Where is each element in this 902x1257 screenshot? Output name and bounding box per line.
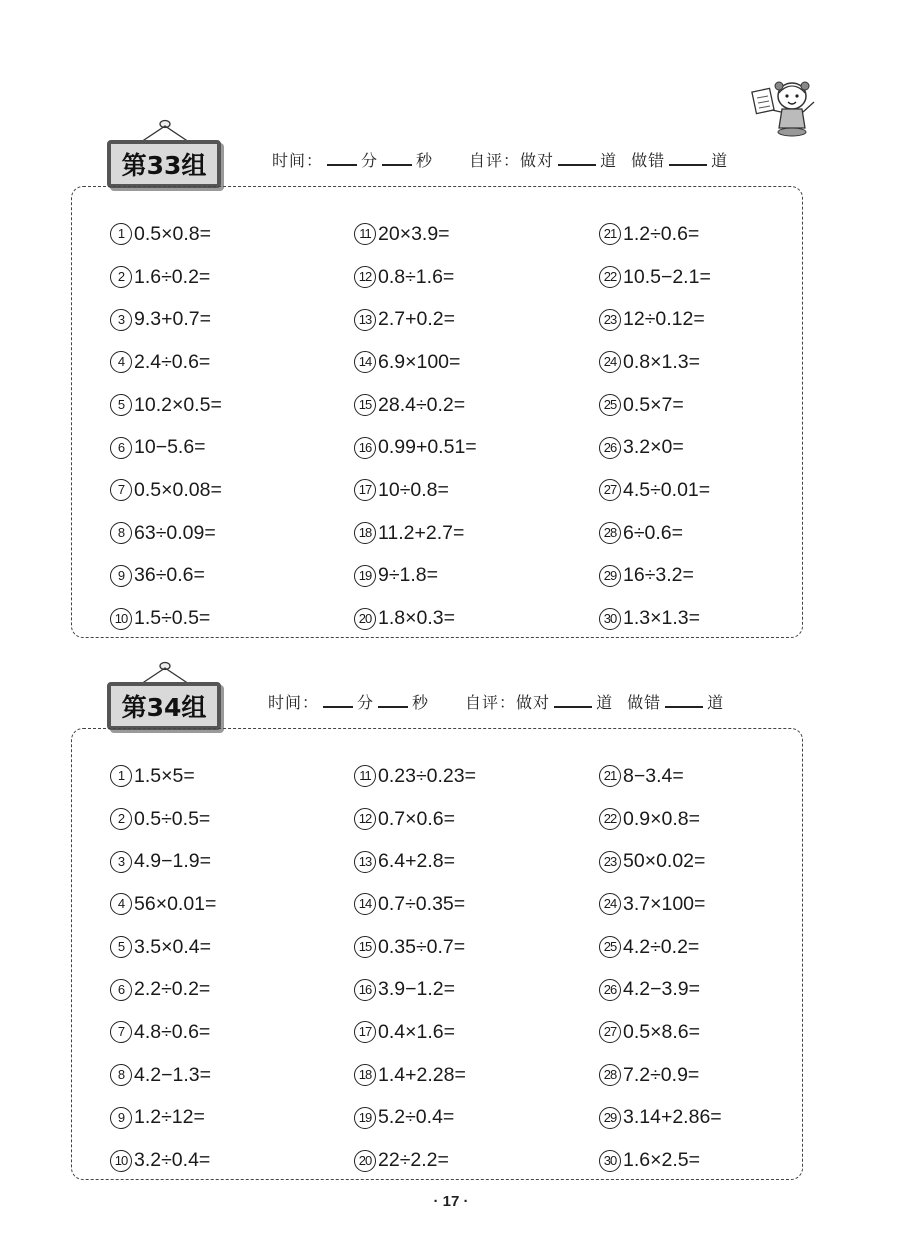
problem-number: 2	[110, 266, 132, 288]
problem-item	[599, 298, 711, 341]
problem-expression: 63÷0.09=	[134, 521, 216, 544]
score-header	[272, 148, 728, 171]
problem-number: 4	[110, 351, 132, 373]
problem-expression: 0.7÷0.35=	[378, 892, 466, 915]
self-eval-correct-label: 自评：做对	[465, 693, 551, 712]
problem-column	[354, 755, 476, 1182]
problem-number: 20	[354, 1150, 376, 1172]
problem-item	[599, 1011, 722, 1054]
problem-expression: 1.4+2.28=	[378, 1063, 466, 1086]
problem-item	[599, 512, 711, 555]
problem-item	[599, 926, 722, 969]
problem-number: 25	[599, 394, 621, 416]
problem-number: 13	[354, 309, 376, 331]
problem-item	[354, 298, 477, 341]
problem-expression: 4.2−3.9=	[623, 978, 700, 1001]
problem-expression: 6.4+2.8=	[378, 850, 455, 873]
problem-expression: 3.7×100=	[623, 892, 706, 915]
problem-item	[110, 555, 222, 598]
problem-number: 14	[354, 893, 376, 915]
problem-item	[354, 256, 477, 299]
problem-item	[599, 883, 722, 926]
problem-number: 6	[110, 979, 132, 1001]
problem-item	[110, 798, 216, 841]
problem-number: 1	[110, 223, 132, 245]
problem-item	[110, 840, 216, 883]
problem-number: 9	[110, 565, 132, 587]
problem-expression: 10.5−2.1=	[623, 265, 711, 288]
problem-expression: 36÷0.6=	[134, 564, 205, 587]
correct-count-blank[interactable]	[554, 690, 592, 708]
problem-expression: 10÷0.8=	[378, 478, 449, 501]
problem-item	[599, 256, 711, 299]
wrong-label: 做错	[627, 693, 662, 712]
problem-expression: 1.6×2.5=	[623, 1149, 700, 1172]
problem-number: 20	[354, 608, 376, 630]
problem-number: 21	[599, 223, 621, 245]
dao-label: 道	[711, 151, 729, 170]
problem-expression: 28.4÷0.2=	[378, 393, 466, 416]
page-number: · 17 ·	[433, 1193, 469, 1210]
problem-expression: 0.9×0.8=	[623, 807, 700, 830]
problem-item	[110, 883, 216, 926]
problem-expression: 22÷2.2=	[378, 1149, 449, 1172]
problem-item	[110, 426, 222, 469]
problem-expression: 3.14+2.86=	[623, 1106, 722, 1129]
problem-item	[110, 597, 222, 640]
problem-expression: 56×0.01=	[134, 892, 217, 915]
problem-expression: 0.5×8.6=	[623, 1020, 700, 1043]
problem-number: 23	[599, 851, 621, 873]
problem-number: 15	[354, 394, 376, 416]
problem-expression: 7.2÷0.9=	[623, 1063, 700, 1086]
problem-number: 13	[354, 851, 376, 873]
problem-number: 18	[354, 522, 376, 544]
problem-expression: 5.2÷0.4=	[378, 1106, 455, 1129]
problem-number: 16	[354, 979, 376, 1001]
wrong-count-blank[interactable]	[669, 148, 707, 166]
problem-number: 24	[599, 893, 621, 915]
problem-number: 23	[599, 309, 621, 331]
problem-expression: 0.5×0.8=	[134, 222, 211, 245]
problem-expression: 16÷3.2=	[623, 564, 694, 587]
problem-expression: 8−3.4=	[623, 764, 684, 787]
problem-item	[354, 1054, 476, 1097]
problem-number: 26	[599, 979, 621, 1001]
problems-box	[71, 728, 803, 1180]
dao-label: 道	[600, 151, 618, 170]
problem-item	[599, 968, 722, 1011]
minute-label: 分	[361, 151, 379, 170]
problem-number: 5	[110, 394, 132, 416]
problem-expression: 0.5×0.08=	[134, 478, 222, 501]
problem-number: 25	[599, 936, 621, 958]
problem-item	[110, 256, 222, 299]
problem-expression: 3.9−1.2=	[378, 978, 455, 1001]
problem-item	[599, 798, 722, 841]
correct-count-blank[interactable]	[558, 148, 596, 166]
problem-expression: 3.2×0=	[623, 436, 684, 459]
problem-item	[354, 213, 477, 256]
problem-number: 22	[599, 808, 621, 830]
problem-expression: 4.2÷0.2=	[623, 935, 700, 958]
problem-number: 7	[110, 479, 132, 501]
problem-expression: 11.2+2.7=	[378, 521, 465, 544]
problem-item	[354, 1139, 476, 1182]
problem-item	[599, 755, 722, 798]
problem-expression: 6.9×100=	[378, 350, 461, 373]
problem-number: 11	[354, 223, 376, 245]
problem-column	[110, 755, 216, 1182]
problem-item	[110, 213, 222, 256]
problem-expression: 3.5×0.4=	[134, 935, 211, 958]
problem-expression: 1.6÷0.2=	[134, 265, 211, 288]
problem-expression: 9÷1.8=	[378, 564, 439, 587]
problem-item	[599, 840, 722, 883]
problem-expression: 1.2÷12=	[134, 1106, 205, 1129]
seconds-blank[interactable]	[378, 690, 408, 708]
problem-item	[354, 341, 477, 384]
problem-number: 4	[110, 893, 132, 915]
problem-expression: 0.35÷0.7=	[378, 935, 466, 958]
problem-item	[354, 469, 477, 512]
problem-number: 29	[599, 1107, 621, 1129]
problem-expression: 10.2×0.5=	[134, 393, 222, 416]
problem-item	[599, 1097, 722, 1140]
problem-number: 27	[599, 479, 621, 501]
problem-expression: 2.2÷0.2=	[134, 978, 211, 1001]
second-label: 秒	[412, 693, 430, 712]
problem-item	[599, 426, 711, 469]
problem-item	[110, 384, 222, 427]
problem-expression: 0.5÷0.5=	[134, 807, 211, 830]
problem-number: 19	[354, 1107, 376, 1129]
problem-item	[354, 755, 476, 798]
problem-expression: 0.7×0.6=	[378, 807, 455, 830]
problem-item	[110, 1097, 216, 1140]
problem-item	[354, 597, 477, 640]
problem-item	[354, 1011, 476, 1054]
problem-expression: 0.8×1.3=	[623, 350, 700, 373]
problem-number: 18	[354, 1064, 376, 1086]
problem-number: 10	[110, 608, 132, 630]
problem-expression: 12÷0.12=	[623, 308, 705, 331]
problem-expression: 1.5×5=	[134, 764, 195, 787]
problem-item	[599, 213, 711, 256]
problem-number: 8	[110, 1064, 132, 1086]
time-label: 时间：	[272, 151, 324, 170]
problem-column	[599, 213, 711, 640]
problem-expression: 10−5.6=	[134, 436, 206, 459]
problem-item	[599, 597, 711, 640]
problem-column	[110, 213, 222, 640]
group-title: 第33组	[107, 140, 221, 188]
problem-number: 5	[110, 936, 132, 958]
problem-item	[110, 469, 222, 512]
problem-item	[110, 512, 222, 555]
minutes-blank[interactable]	[327, 148, 357, 166]
problem-item	[110, 1054, 216, 1097]
problem-item	[354, 840, 476, 883]
problem-column	[599, 755, 722, 1182]
problem-number: 17	[354, 479, 376, 501]
problem-item	[110, 298, 222, 341]
problem-item	[110, 1011, 216, 1054]
problem-expression: 1.3×1.3=	[623, 607, 700, 630]
problem-item	[599, 469, 711, 512]
problem-number: 22	[599, 266, 621, 288]
problem-expression: 2.7+0.2=	[378, 308, 455, 331]
problem-item	[354, 426, 477, 469]
dao-label: 道	[596, 693, 614, 712]
problem-item	[110, 968, 216, 1011]
problem-number: 28	[599, 1064, 621, 1086]
problem-expression: 9.3+0.7=	[134, 308, 211, 331]
second-label: 秒	[416, 151, 434, 170]
wrong-label: 做错	[631, 151, 666, 170]
problem-number: 3	[110, 851, 132, 873]
problem-item	[354, 798, 476, 841]
problem-number: 17	[354, 1021, 376, 1043]
problem-column	[354, 213, 477, 640]
problem-number: 3	[110, 309, 132, 331]
problem-expression: 4.2−1.3=	[134, 1063, 211, 1086]
problem-item	[599, 555, 711, 598]
problem-item	[599, 1054, 722, 1097]
problem-number: 2	[110, 808, 132, 830]
problem-item	[110, 1139, 216, 1182]
problem-expression: 2.4÷0.6=	[134, 350, 211, 373]
problem-expression: 0.8÷1.6=	[378, 265, 455, 288]
problem-item	[354, 968, 476, 1011]
minutes-blank[interactable]	[323, 690, 353, 708]
problem-item	[354, 1097, 476, 1140]
self-eval-correct-label: 自评：做对	[469, 151, 555, 170]
problem-number: 14	[354, 351, 376, 373]
problem-number: 12	[354, 808, 376, 830]
problem-item	[354, 384, 477, 427]
problem-item	[110, 755, 216, 798]
dao-label: 道	[707, 693, 725, 712]
problem-item	[599, 1139, 722, 1182]
problem-number: 19	[354, 565, 376, 587]
problem-number: 1	[110, 765, 132, 787]
minute-label: 分	[357, 693, 375, 712]
problem-number: 16	[354, 437, 376, 459]
problem-expression: 4.9−1.9=	[134, 850, 211, 873]
problem-expression: 6÷0.6=	[623, 521, 684, 544]
problem-number: 6	[110, 437, 132, 459]
problem-item	[354, 512, 477, 555]
problem-expression: 1.8×0.3=	[378, 607, 455, 630]
problem-number: 10	[110, 1150, 132, 1172]
problem-number: 28	[599, 522, 621, 544]
problem-item	[110, 341, 222, 384]
problem-number: 12	[354, 266, 376, 288]
problem-item	[110, 926, 216, 969]
group-title: 第34组	[107, 682, 221, 730]
problem-number: 9	[110, 1107, 132, 1129]
problem-item	[354, 926, 476, 969]
problem-item	[599, 341, 711, 384]
time-label: 时间：	[268, 693, 320, 712]
problem-expression: 3.2÷0.4=	[134, 1149, 211, 1172]
problem-number: 8	[110, 522, 132, 544]
problem-expression: 0.4×1.6=	[378, 1020, 455, 1043]
problem-item	[354, 555, 477, 598]
problem-number: 15	[354, 936, 376, 958]
wrong-count-blank[interactable]	[665, 690, 703, 708]
problem-number: 24	[599, 351, 621, 373]
problem-number: 29	[599, 565, 621, 587]
problem-expression: 1.2÷0.6=	[623, 222, 700, 245]
problem-expression: 0.99+0.51=	[378, 436, 477, 459]
problem-expression: 0.23÷0.23=	[378, 764, 476, 787]
problem-expression: 4.5÷0.01=	[623, 478, 711, 501]
problem-expression: 0.5×7=	[623, 393, 684, 416]
problem-number: 7	[110, 1021, 132, 1043]
problem-number: 11	[354, 765, 376, 787]
problem-expression: 1.5÷0.5=	[134, 607, 211, 630]
problem-item	[354, 883, 476, 926]
problem-number: 27	[599, 1021, 621, 1043]
problem-number: 30	[599, 608, 621, 630]
problem-item	[599, 384, 711, 427]
girl-mascot-icon	[748, 74, 822, 138]
problem-expression: 50×0.02=	[623, 850, 706, 873]
problem-expression: 4.8÷0.6=	[134, 1020, 211, 1043]
problem-number: 30	[599, 1150, 621, 1172]
problem-expression: 20×3.9=	[378, 222, 450, 245]
score-header	[268, 690, 724, 713]
problem-number: 26	[599, 437, 621, 459]
problems-box	[71, 186, 803, 638]
problem-number: 21	[599, 765, 621, 787]
seconds-blank[interactable]	[382, 148, 412, 166]
